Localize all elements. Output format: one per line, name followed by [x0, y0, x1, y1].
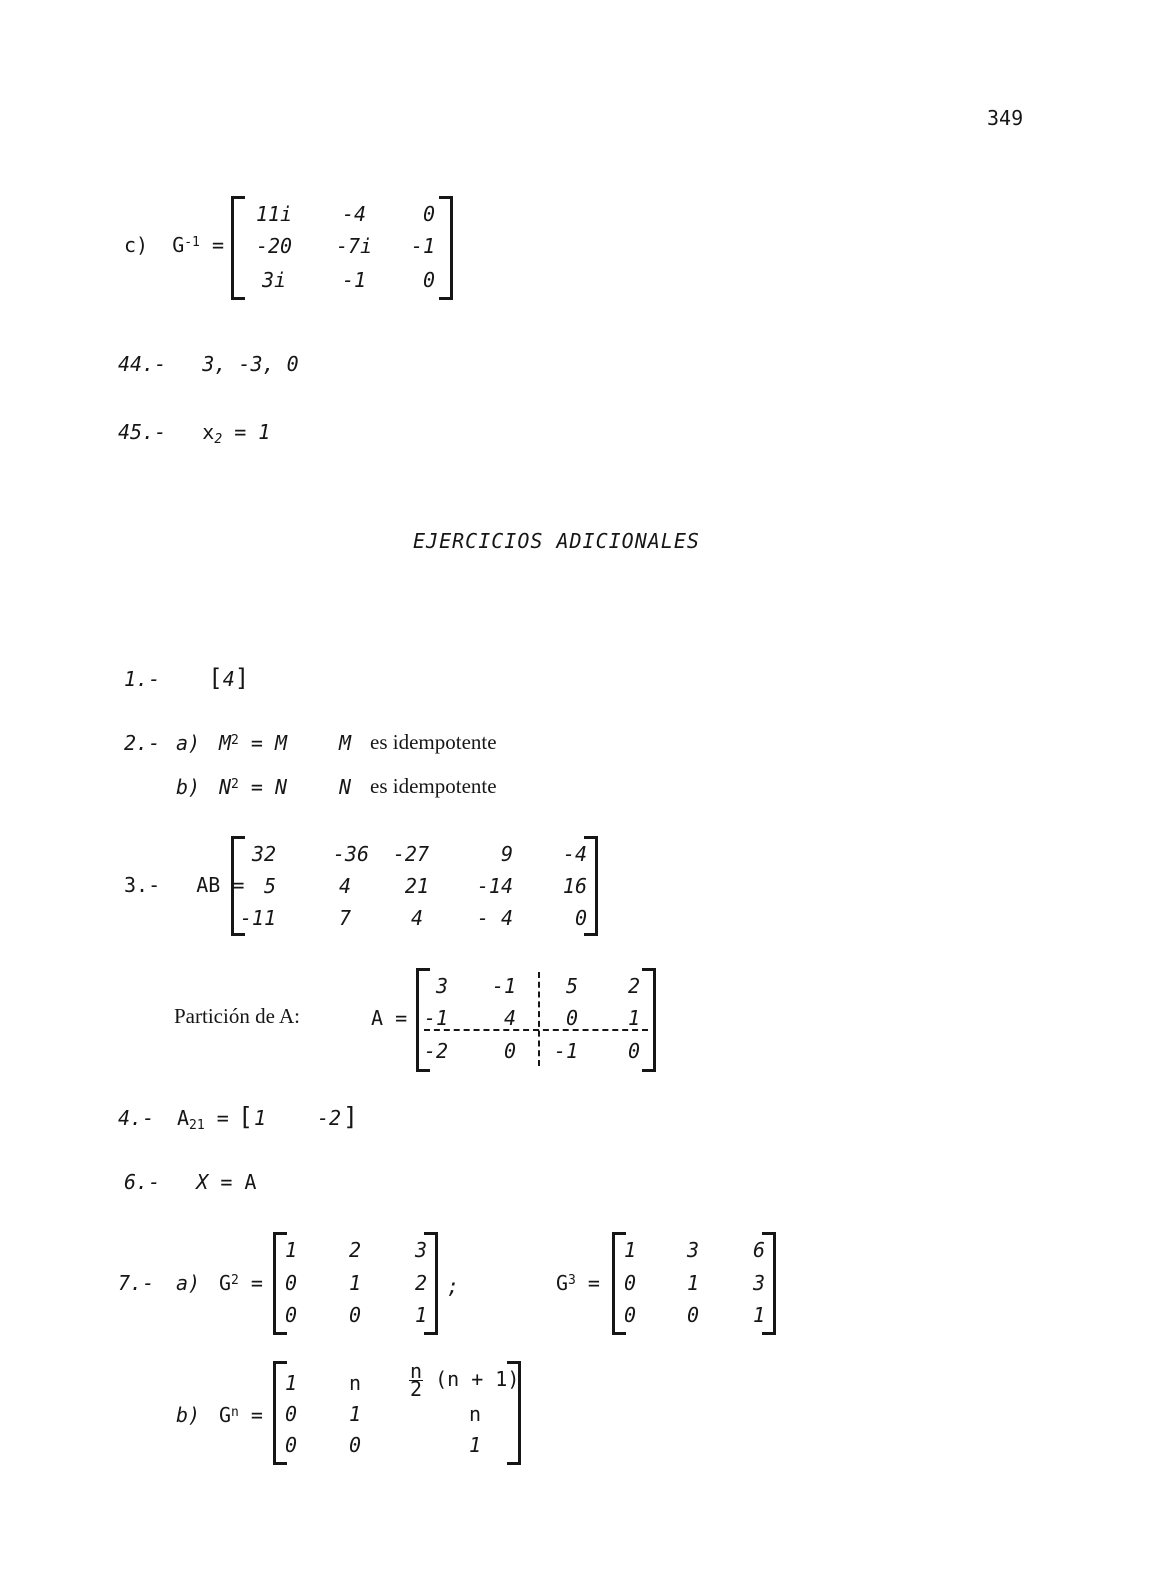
matrix-subscript: 21	[189, 1118, 205, 1133]
answer-number: 44.-	[118, 352, 167, 376]
matrix-cell: 4	[410, 906, 423, 930]
matrix-cell: 0	[623, 1303, 637, 1327]
matrix-ab	[231, 836, 598, 936]
equals-sign: =	[250, 1403, 263, 1427]
matrix-cell: -1	[491, 974, 516, 998]
matrix-cell: 0	[348, 1303, 362, 1327]
matrix-cell: 3	[435, 974, 448, 998]
equation-base: M	[219, 731, 232, 755]
matrix-exponent: 2	[231, 1273, 239, 1288]
matrix-cell: -1	[423, 1006, 448, 1030]
matrix-cell: 1	[623, 1238, 637, 1262]
matrix-cell: -11	[239, 906, 276, 930]
equation-rest: = N	[238, 775, 288, 799]
section-title: EJERCICIOS ADICIONALES	[413, 529, 700, 553]
matrix-cell: 1	[627, 1006, 640, 1030]
matrix-cell-fraction	[409, 1359, 520, 1401]
matrix-g-squared	[273, 1232, 438, 1335]
matrix-cell: 32	[251, 842, 276, 866]
exercise-number: 6.-	[124, 1170, 161, 1194]
matrix-cell: 0	[422, 202, 435, 226]
exercise-number: 1.-	[124, 667, 161, 691]
equation-lhs: X	[196, 1170, 209, 1194]
matrix-partition	[416, 968, 656, 1072]
answer-value: 3, -3, 0	[202, 352, 299, 376]
matrix-cell: 5	[263, 874, 276, 898]
matrix-exponent: 3	[568, 1273, 576, 1288]
matrix-cell: 1	[686, 1271, 700, 1295]
matrix-cell: n	[468, 1402, 482, 1426]
answer-number: 45.-	[118, 420, 167, 444]
matrix-cell: 1	[284, 1238, 298, 1262]
exercise-7a-label: a)	[176, 1271, 201, 1295]
matrix-cell: -7i	[335, 234, 373, 258]
right-bracket: ]	[234, 664, 250, 692]
exercise-2a-equation	[219, 731, 287, 755]
matrix-g-inverse	[231, 196, 453, 300]
matrix-cell: -27	[392, 842, 429, 866]
exercise-1	[124, 664, 249, 692]
matrix-cell: 0	[623, 1271, 637, 1295]
matrix-g-cubed	[612, 1232, 776, 1335]
answer-45	[118, 420, 270, 447]
answer-c-exponent: -1	[184, 235, 200, 250]
matrix-label: AB =	[196, 873, 245, 897]
exercise-number: 3.-	[124, 873, 161, 897]
matrix-g-n	[273, 1361, 521, 1465]
fraction-factor: (n + 1)	[435, 1367, 520, 1391]
g2-lhs	[219, 1271, 263, 1295]
partition-vertical-line	[538, 972, 540, 1066]
partition-label: Partición de A:	[174, 1004, 300, 1028]
matrix-cell: 1	[348, 1271, 362, 1295]
fraction-denominator: 2	[410, 1377, 423, 1401]
matrix-cell: 1	[284, 1371, 298, 1395]
exercise-2b-text: es idempotente	[370, 774, 497, 798]
row-value-2: -2	[317, 1106, 342, 1130]
matrix-cell: 0	[627, 1039, 640, 1063]
exercise-2a-text: es idempotente	[370, 730, 497, 754]
page-number: 349	[987, 106, 1024, 130]
answer-c-lhs	[124, 233, 224, 257]
equation-exponent: 2	[231, 777, 239, 792]
matrix-base: G	[219, 1403, 232, 1427]
matrix-cell: -36	[332, 842, 369, 866]
left-bracket: [	[208, 664, 223, 692]
left-bracket: [	[238, 1102, 254, 1131]
matrix-cell: 2	[414, 1271, 428, 1295]
exercise-2b-equation	[219, 775, 287, 799]
right-bracket	[439, 196, 453, 300]
exercise-6	[124, 1170, 256, 1194]
left-bracket	[231, 196, 245, 300]
matrix-cell: 3	[414, 1238, 428, 1262]
matrix-cell: 9	[500, 842, 513, 866]
exercise-4-number: 4.-	[118, 1106, 155, 1130]
equation-base: N	[219, 775, 232, 799]
answer-value: = 1	[222, 420, 271, 444]
matrix-cell: 0	[284, 1433, 298, 1457]
matrix-cell: 4	[338, 874, 351, 898]
equals-sign: =	[587, 1271, 600, 1295]
matrix-base: G	[219, 1271, 232, 1295]
matrix-cell: 0	[574, 906, 587, 930]
matrix-cell: 3i	[261, 268, 287, 292]
matrix-cell: 0	[284, 1271, 298, 1295]
separator: ;	[447, 1274, 460, 1298]
matrix-cell: 1	[468, 1433, 482, 1457]
answer-44	[118, 352, 299, 376]
matrix-cell: - 4	[476, 906, 513, 930]
exercise-value: 4	[222, 667, 235, 691]
answer-subscript: 2	[214, 432, 223, 447]
matrix-cell: 2	[348, 1238, 362, 1262]
matrix-cell: 1	[414, 1303, 428, 1327]
matrix-exponent: n	[231, 1405, 239, 1420]
matrix-cell: 3	[752, 1271, 766, 1295]
matrix-cell: 0	[422, 268, 435, 292]
equation-exponent: 2	[231, 733, 239, 748]
exercise-2b-symbol: N	[339, 775, 352, 799]
equals-sign: =	[216, 1106, 229, 1130]
matrix-base: A	[177, 1106, 190, 1130]
matrix-cell: 4	[503, 1006, 516, 1030]
matrix-cell: 2	[627, 974, 640, 998]
matrix-cell: 0	[284, 1303, 298, 1327]
exercise-7b-label: b)	[176, 1403, 201, 1427]
matrix-cell: 3	[686, 1238, 700, 1262]
g3-lhs	[556, 1271, 600, 1295]
matrix-cell: -4	[341, 202, 367, 226]
matrix-cell: 0	[284, 1402, 298, 1426]
matrix-cell: -1	[410, 234, 435, 258]
matrix-cell: 0	[565, 1006, 578, 1030]
matrix-cell: 1	[752, 1303, 766, 1327]
answer-c-label: c)	[124, 233, 149, 257]
matrix-cell: 5	[565, 974, 578, 998]
matrix-cell: 11i	[255, 202, 293, 226]
matrix-cell: 1	[348, 1402, 362, 1426]
answer-variable: x	[202, 420, 215, 444]
matrix-cell: -14	[476, 874, 513, 898]
partition-lhs: A =	[371, 1006, 408, 1030]
matrix-cell: 0	[686, 1303, 700, 1327]
answer-c-base: G	[172, 233, 185, 257]
matrix-cell: 16	[562, 874, 587, 898]
matrix-cell: -4	[562, 842, 587, 866]
matrix-cell: n	[348, 1371, 362, 1395]
gn-lhs	[219, 1403, 263, 1427]
equals-sign: =	[250, 1271, 263, 1295]
matrix-base: G	[556, 1271, 569, 1295]
matrix-cell: -1	[341, 268, 367, 292]
exercise-3-lhs	[124, 873, 244, 897]
equation-rest: = M	[238, 731, 288, 755]
matrix-cell: -1	[553, 1039, 578, 1063]
matrix-cell: -20	[255, 234, 293, 258]
matrix-cell: 6	[752, 1238, 766, 1262]
row-value-1: 1	[254, 1106, 267, 1130]
matrix-cell: 0	[503, 1039, 516, 1063]
exercise-2b-label: b)	[176, 775, 201, 799]
exercise-2a-label: a)	[176, 731, 201, 755]
matrix-cell: 7	[338, 906, 351, 930]
equation-rhs: = A	[208, 1170, 257, 1194]
exercise-2-number: 2.-	[124, 731, 161, 755]
matrix-cell: -2	[423, 1039, 448, 1063]
exercise-2a-symbol: M	[339, 731, 352, 755]
fraction-numerator: n	[410, 1359, 423, 1383]
matrix-cell: 0	[348, 1433, 362, 1457]
exercise-4-lhs	[177, 1106, 229, 1133]
exercise-7-number: 7.-	[118, 1271, 155, 1295]
right-bracket: ]	[343, 1102, 359, 1131]
matrix-cell: 21	[404, 874, 429, 898]
answer-c-equals: =	[211, 233, 224, 257]
fraction	[409, 1359, 423, 1401]
right-bracket	[642, 968, 656, 1072]
